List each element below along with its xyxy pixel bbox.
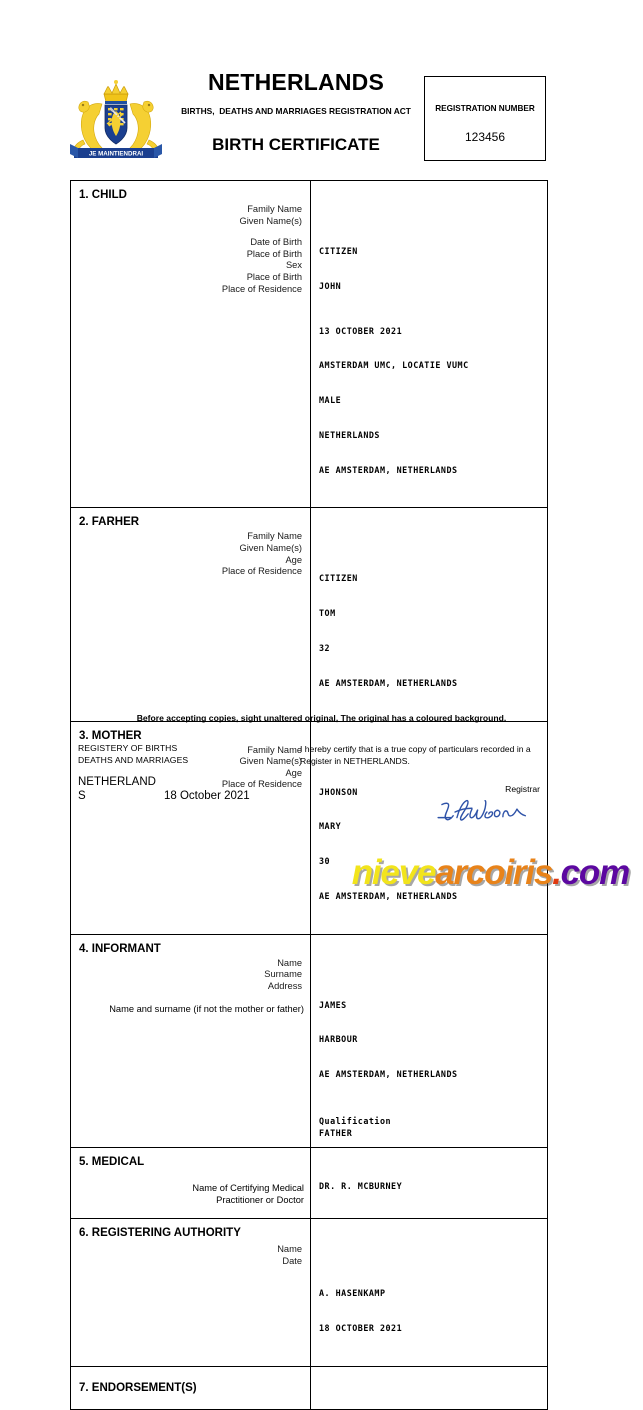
registry-line-2: DEATHS AND MARRIAGES <box>78 754 189 765</box>
value-place-of-birth-country: NETHERLANDS <box>319 429 380 440</box>
label-informant-address: Address <box>267 980 302 991</box>
section-authority <box>71 1219 547 1367</box>
value-informant-address: AE AMSTERDAM, NETHERLANDS <box>319 1069 458 1080</box>
registration-act-subtitle: BIRTHS, DEATHS AND MARRIAGES REGISTRATION ACT <box>181 106 411 116</box>
site-watermark <box>0 852 643 894</box>
label-sex: Sex <box>285 260 302 271</box>
registration-number-box <box>424 76 546 161</box>
value-place-of-residence: AE AMSTERDAM, NETHERLANDS <box>319 464 458 475</box>
value-given-names: JOHN <box>319 280 342 291</box>
section-informant-labels <box>71 935 311 1148</box>
label-medical-line2: Practitioner or Doctor <box>216 1194 304 1205</box>
watermark-part-4: com <box>560 853 629 892</box>
label-medical-line1: Name of Certifying Medical <box>192 1183 304 1194</box>
document-footer <box>70 740 548 820</box>
value-medical-doctor: DR. R. MCBURNEY <box>319 1181 403 1192</box>
value-sex: MALE <box>319 395 342 406</box>
value-authority-date: 18 OCTOBER 2021 <box>319 1323 403 1334</box>
section-child-labels <box>71 181 311 507</box>
section-informant-title: 4. INFORMANT <box>79 942 161 955</box>
watermark-part-1: nieve <box>351 853 436 892</box>
value-mother-family-name: JHONSON <box>319 786 358 797</box>
section-informant-values <box>311 935 547 1148</box>
value-place-of-birth: AMSTERDAM UMC, LOCATIE VUMC <box>319 360 469 371</box>
registry-country-line-2: S <box>78 790 86 802</box>
section-authority-labels <box>71 1219 311 1366</box>
registrar-label: Registrar <box>505 784 540 794</box>
value-qualification-label: Qualification <box>319 1115 392 1126</box>
label-authority-name: Name <box>277 1244 302 1255</box>
section-authority-title: 6. REGISTERING AUTHORITY <box>79 1227 241 1240</box>
value-mother-age: 30 <box>319 856 331 867</box>
certify-line-2: Register in NETHERLANDS. <box>300 756 410 766</box>
section-father-labels <box>71 508 311 720</box>
label-place-of-birth: Place of Birth <box>246 248 302 259</box>
value-father-place-of-residence: AE AMSTERDAM, NETHERLANDS <box>319 677 458 688</box>
label-father-age: Age <box>285 554 302 565</box>
label-father-given-names: Given Name(s) <box>239 543 302 554</box>
section-mother-title: 3. MOTHER <box>79 729 142 742</box>
label-given-names: Given Name(s) <box>239 215 302 226</box>
value-mother-given-names: MARY <box>319 821 342 832</box>
label-authority-date: Date <box>282 1255 302 1266</box>
label-mother-age: Age <box>285 767 302 778</box>
value-authority-name: A. HASENKAMP <box>319 1288 386 1299</box>
registry-date: 18 October 2021 <box>164 790 250 802</box>
section-father-values <box>311 508 547 720</box>
label-informant-surname: Surname <box>264 969 302 980</box>
label-place-of-residence: Place of Residence <box>221 283 302 294</box>
certify-line-1: I hereby certify that is a true copy of particulars recorded in a <box>300 744 531 754</box>
label-mother-place-of-residence: Place of Residence <box>221 779 302 790</box>
label-father-family-name: Family Name <box>247 531 302 542</box>
value-qualification: FATHER <box>319 1127 353 1138</box>
copy-notice: Before accepting copies, sight unaltered original, The original has a coloured background. <box>136 713 507 723</box>
registry-block <box>78 743 293 803</box>
registrar-signature <box>300 797 550 827</box>
watermark-part-3: . <box>552 853 561 892</box>
section-child-title: 1. CHILD <box>79 189 127 201</box>
section-endorsements-labels <box>71 1367 311 1409</box>
section-endorsements-title: 7. ENDORSEMENT(S) <box>79 1381 197 1394</box>
label-father-place-of-residence: Place of Residence <box>221 566 302 577</box>
section-medical-values <box>311 1148 547 1218</box>
registration-number-label: REGISTRATION NUMBER <box>435 104 535 113</box>
registry-country-line-1: NETHERLAND <box>78 776 156 788</box>
label-family-name: Family Name <box>247 204 302 214</box>
section-father-title: 2. FARHER <box>79 516 140 529</box>
value-father-given-names: TOM <box>319 608 336 619</box>
label-mother-family-name: Family Name <box>247 744 302 755</box>
value-father-age: 32 <box>319 642 331 653</box>
section-child-values <box>311 181 547 507</box>
motto-text: JE MAINTIENDRAI <box>88 150 144 158</box>
document-title: BIRTH CERTIFICATE <box>212 135 380 154</box>
value-father-family-name: CITIZEN <box>319 573 358 584</box>
section-medical-title: 5. MEDICAL <box>79 1156 145 1169</box>
label-mother-given-names: Given Name(s) <box>239 756 302 767</box>
section-endorsements-values <box>311 1367 547 1409</box>
coat-of-arms-icon <box>64 78 168 168</box>
registration-number-value: 123456 <box>464 130 506 144</box>
country-title: NETHERLANDS <box>208 69 384 95</box>
watermark-part-2: arcoiris <box>435 853 553 892</box>
value-date-of-birth: 13 OCTOBER 2021 <box>319 325 403 336</box>
registry-line-1: REGISTERY OF BIRTHS <box>78 743 178 753</box>
label-informant-note: Name and surname (if not the mother or father) <box>109 1004 304 1015</box>
value-family-name: CITIZEN <box>319 245 358 256</box>
certification-block <box>300 743 550 827</box>
section-father <box>71 508 547 721</box>
header-titles <box>172 68 420 155</box>
section-child <box>71 181 547 508</box>
label-informant-name: Name <box>277 957 302 968</box>
value-informant-name: JAMES <box>319 999 347 1010</box>
section-medical-labels <box>71 1148 311 1218</box>
document-header <box>0 56 643 176</box>
value-informant-surname: HARBOUR <box>319 1034 358 1045</box>
value-mother-place-of-residence: AE AMSTERDAM, NETHERLANDS <box>319 890 458 901</box>
section-endorsements <box>71 1367 547 1409</box>
section-medical <box>71 1148 547 1219</box>
section-informant <box>71 935 547 1149</box>
label-date-of-birth: Date of Birth <box>250 237 302 248</box>
section-authority-values <box>311 1219 547 1366</box>
label-place-of-birth-country: Place of Birth <box>246 271 302 282</box>
